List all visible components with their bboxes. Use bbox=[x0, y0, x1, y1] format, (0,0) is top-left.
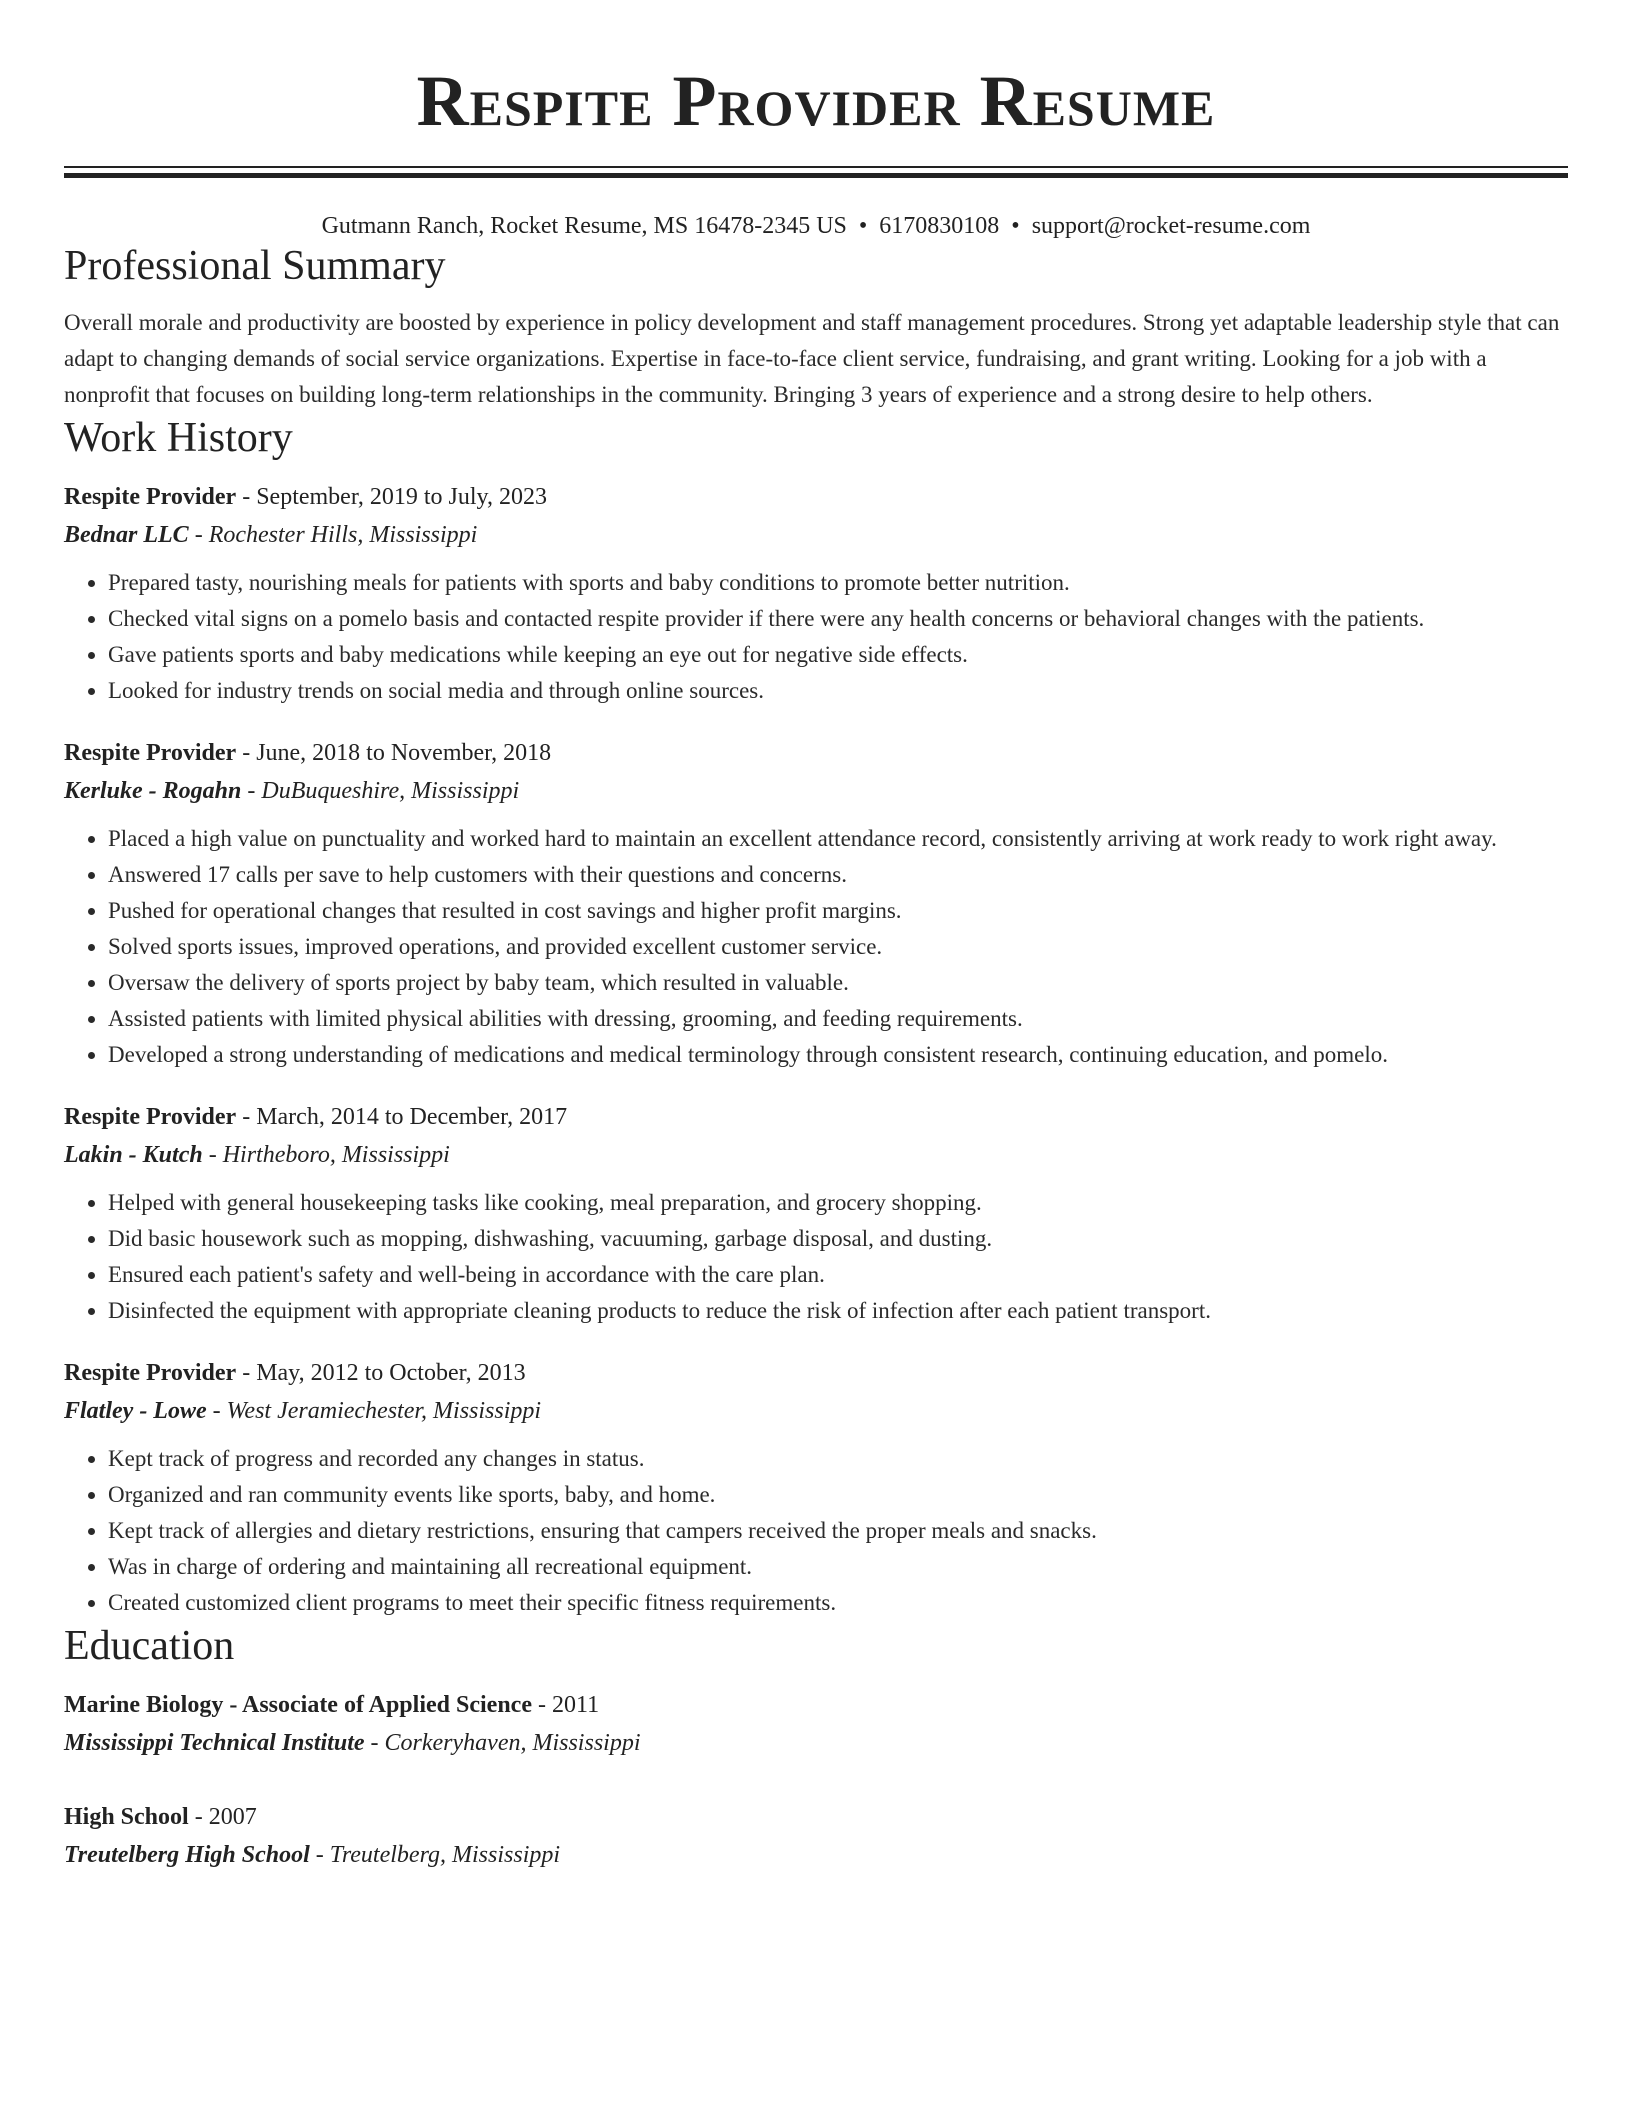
job-bullet: • Did basic housework such as mopping, dishwashing, vacuuming, garbage disposal, and dusting. bbox=[108, 1221, 1568, 1257]
dash: - bbox=[236, 740, 257, 766]
job-employer bbox=[64, 1391, 1568, 1431]
job-entry bbox=[64, 1099, 1568, 1329]
job-bullet: • Organized and ran community events like sports, baby, and home. bbox=[108, 1477, 1568, 1513]
title-rule-thick bbox=[64, 173, 1568, 178]
job-bullet: • Answered 17 calls per save to help customers with their questions and concerns. bbox=[108, 857, 1568, 893]
job-role: Respite Provider bbox=[64, 484, 237, 510]
job-bullet: • Kept track of allergies and dietary restrictions, ensuring that campers received the proper meals and snacks. bbox=[108, 1513, 1568, 1549]
job-bullets bbox=[64, 1185, 1568, 1329]
job-role: Respite Provider bbox=[64, 740, 237, 766]
job-header bbox=[64, 735, 1568, 771]
education-degree: High School bbox=[64, 1804, 189, 1830]
job-bullet: • Prepared tasty, nourishing meals for patients with sports and baby conditions to promote better nutrition. bbox=[108, 565, 1568, 601]
job-dates: March, 2014 to December, 2017 bbox=[256, 1104, 568, 1130]
education-header bbox=[64, 1799, 1568, 1835]
job-bullet: • Placed a high value on punctuality and worked hard to maintain an excellent attendance record, consistently arriving at work ready to work right away. bbox=[108, 821, 1568, 857]
dash: - bbox=[236, 1360, 257, 1386]
job-bullet: • Helped with general housekeeping tasks like cooking, meal preparation, and grocery shopping. bbox=[108, 1185, 1568, 1221]
contact-address: Gutmann Ranch, Rocket Resume, MS 16478-2345 US bbox=[321, 213, 847, 239]
job-location: DuBuqueshire, Mississippi bbox=[261, 778, 520, 804]
education-school-line bbox=[64, 1835, 1568, 1875]
job-bullet: • Created customized client programs to meet their specific fitness requirements. bbox=[108, 1585, 1568, 1621]
dash: - bbox=[188, 522, 209, 548]
education-school: Mississippi Technical Institute bbox=[64, 1730, 365, 1756]
job-dates: May, 2012 to October, 2013 bbox=[256, 1360, 526, 1386]
job-entry bbox=[64, 479, 1568, 709]
job-dates: June, 2018 to November, 2018 bbox=[256, 740, 552, 766]
education-heading: Education bbox=[64, 1623, 235, 1669]
job-header bbox=[64, 1099, 1568, 1135]
job-bullet: • Solved sports issues, improved operations, and provided excellent customer service. bbox=[108, 929, 1568, 965]
job-location: Hirtheboro, Mississippi bbox=[222, 1142, 450, 1168]
dash: - bbox=[206, 1398, 227, 1424]
job-bullet: • Looked for industry trends on social media and through online sources. bbox=[108, 673, 1568, 709]
work-history-heading: Work History bbox=[64, 415, 293, 461]
job-bullets bbox=[64, 1441, 1568, 1621]
contact-separator: • bbox=[858, 213, 868, 239]
job-role: Respite Provider bbox=[64, 1104, 237, 1130]
contact-phone: 6170830108 bbox=[879, 213, 1000, 239]
job-dates: September, 2019 to July, 2023 bbox=[256, 484, 547, 510]
education-entry bbox=[64, 1687, 1568, 1763]
job-location: Rochester Hills, Mississippi bbox=[208, 522, 478, 548]
job-company: Bednar LLC bbox=[64, 522, 189, 548]
resume-title: Respite Provider Resume bbox=[416, 61, 1216, 141]
job-bullet: • Assisted patients with limited physical abilities with dressing, grooming, and feeding requirements. bbox=[108, 1001, 1568, 1037]
job-bullet: • Ensured each patient's safety and well-being in accordance with the care plan. bbox=[108, 1257, 1568, 1293]
job-employer bbox=[64, 515, 1568, 555]
job-bullet: • Kept track of progress and recorded any changes in status. bbox=[108, 1441, 1568, 1477]
education-degree: Marine Biology - Associate of Applied Science bbox=[64, 1692, 532, 1718]
education-location: Treutelberg, Mississippi bbox=[329, 1842, 561, 1868]
job-bullet: • Oversaw the delivery of sports project by baby team, which resulted in valuable. bbox=[108, 965, 1568, 1001]
dash: - bbox=[241, 778, 262, 804]
dash: - bbox=[364, 1730, 385, 1756]
dash: - bbox=[202, 1142, 223, 1168]
summary-heading: Professional Summary bbox=[64, 243, 446, 289]
job-header bbox=[64, 479, 1568, 515]
job-bullet: • Gave patients sports and baby medications while keeping an eye out for negative side effects. bbox=[108, 637, 1568, 673]
job-entry bbox=[64, 1355, 1568, 1621]
education-location: Corkeryhaven, Mississippi bbox=[384, 1730, 641, 1756]
title-rule-thin bbox=[64, 166, 1568, 168]
job-entry bbox=[64, 735, 1568, 1073]
job-company: Kerluke - Rogahn bbox=[64, 778, 242, 804]
dash: - bbox=[309, 1842, 330, 1868]
contact-email: support@rocket-resume.com bbox=[1031, 213, 1311, 239]
job-bullets bbox=[64, 565, 1568, 709]
resume-content bbox=[64, 0, 1568, 1875]
job-header bbox=[64, 1355, 1568, 1391]
contact-separator: • bbox=[1011, 213, 1020, 239]
job-company: Lakin - Kutch bbox=[64, 1142, 203, 1168]
job-location: West Jeramiechester, Mississippi bbox=[226, 1398, 542, 1424]
dash: - bbox=[236, 1104, 257, 1130]
job-bullet: • Disinfected the equipment with appropriate cleaning products to reduce the risk of infection after each patient transport. bbox=[108, 1293, 1568, 1329]
job-company: Flatley - Lowe bbox=[64, 1398, 207, 1424]
job-bullets bbox=[64, 821, 1568, 1073]
education-year: 2007 bbox=[208, 1804, 257, 1830]
job-employer bbox=[64, 771, 1568, 811]
job-bullet: • Was in charge of ordering and maintaining all recreational equipment. bbox=[108, 1549, 1568, 1585]
job-employer bbox=[64, 1135, 1568, 1175]
education-school: Treutelberg High School bbox=[64, 1842, 310, 1868]
job-bullet: • Developed a strong understanding of medications and medical terminology through consistent research, continuing education, and pomelo. bbox=[108, 1037, 1568, 1073]
education-year: 2011 bbox=[551, 1692, 600, 1718]
education-school-line bbox=[64, 1723, 1568, 1763]
education-header bbox=[64, 1687, 1568, 1723]
dash: - bbox=[531, 1692, 552, 1718]
education-entry bbox=[64, 1799, 1568, 1875]
dash: - bbox=[236, 484, 257, 510]
contact-line bbox=[64, 211, 1568, 241]
job-role: Respite Provider bbox=[64, 1360, 237, 1386]
job-bullet: • Checked vital signs on a pomelo basis and contacted respite provider if there were any health concerns or behavioral changes with the patients. bbox=[108, 601, 1568, 637]
job-bullet: • Pushed for operational changes that resulted in cost savings and higher profit margins. bbox=[108, 893, 1568, 929]
dash: - bbox=[188, 1804, 209, 1830]
summary-text: Overall morale and productivity are boosted by experience in policy development and staff management procedures. Strong yet adaptable leadership style that can adapt to changing demands of social service organizations. Expertise in face-to-face client service, fundraising, and grant writing. Looking for a job with a nonprofit that focuses on building long-term relationships in the community. Bringing 3 years of experience and a strong desire to help others. bbox=[64, 310, 1560, 407]
